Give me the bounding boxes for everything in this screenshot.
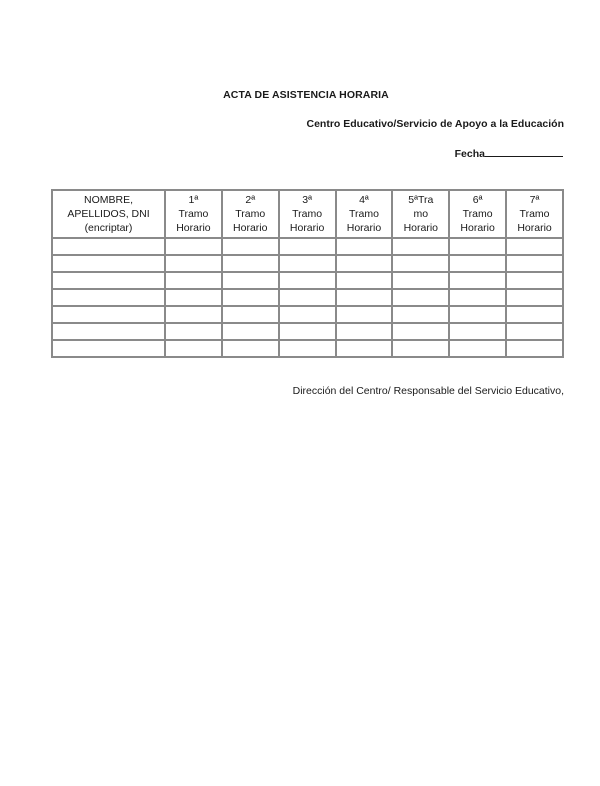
table-cell [279, 323, 336, 340]
table-cell [506, 272, 563, 289]
table-cell [222, 238, 279, 255]
table-cell [506, 238, 563, 255]
table-cell [392, 340, 449, 357]
table-cell [506, 289, 563, 306]
header-tramo-2-label: 2ª Tramo Horario [233, 194, 268, 234]
signature-line: Dirección del Centro/ Responsable del Servicio Educativo, [292, 385, 564, 397]
table-cell [165, 238, 222, 255]
fecha-blank-line [485, 147, 563, 157]
table-cell [222, 323, 279, 340]
header-tramo-3 [279, 190, 336, 238]
table-cell [336, 255, 393, 272]
header-tramo-3-label: 3ª Tramo Horario [289, 194, 325, 234]
table-cell [165, 340, 222, 357]
table-row [52, 306, 563, 323]
centro-educativo-label: Centro Educativo/Servicio de Apoyo a la Educación [306, 118, 564, 130]
table-cell [336, 289, 393, 306]
table-cell [336, 306, 393, 323]
table-cell [222, 272, 279, 289]
table-cell [279, 340, 336, 357]
fecha-label: Fecha [454, 148, 485, 160]
header-tramo-6 [449, 190, 506, 238]
table-row [52, 255, 563, 272]
table-cell [449, 306, 506, 323]
header-tramo-4-label: 4ª Tramo Horario [346, 194, 382, 234]
table-cell [52, 306, 165, 323]
table-cell [392, 255, 449, 272]
header-tramo-2 [222, 190, 279, 238]
table-cell [279, 255, 336, 272]
table-cell [165, 255, 222, 272]
table-row [52, 323, 563, 340]
header-tramo-7 [506, 190, 563, 238]
table-row [52, 272, 563, 289]
table-cell [52, 340, 165, 357]
header-nombre-label: NOMBRE, APELLIDOS, DNI (encriptar) [67, 194, 150, 234]
table-cell [279, 306, 336, 323]
table-cell [449, 289, 506, 306]
table-cell [336, 323, 393, 340]
table-cell [279, 289, 336, 306]
table-cell [52, 272, 165, 289]
table-cell [165, 306, 222, 323]
table-row [52, 340, 563, 357]
attendance-table [51, 189, 564, 358]
header-nombre [52, 190, 165, 238]
table-header-row [52, 190, 563, 238]
table-cell [222, 289, 279, 306]
table-cell [336, 340, 393, 357]
table-cell [52, 238, 165, 255]
table-cell [392, 306, 449, 323]
table-cell [506, 306, 563, 323]
table-cell [279, 272, 336, 289]
table-cell [392, 238, 449, 255]
table-cell [336, 272, 393, 289]
table-cell [392, 289, 449, 306]
table-cell [165, 272, 222, 289]
header-tramo-5 [392, 190, 449, 238]
table-cell [336, 238, 393, 255]
table-cell [506, 255, 563, 272]
header-tramo-6-label: 6ª Tramo Horario [460, 194, 495, 234]
table-cell [506, 323, 563, 340]
header-tramo-1 [165, 190, 222, 238]
table-cell [449, 272, 506, 289]
table-cell [52, 255, 165, 272]
header-tramo-1-label: 1ª Tramo Horario [176, 194, 211, 234]
header-tramo-5-label: 5ªTra mo Horario [403, 194, 439, 234]
fecha-field [455, 147, 563, 160]
table-row [52, 289, 563, 306]
table-cell [222, 255, 279, 272]
table-cell [222, 340, 279, 357]
table-cell [449, 323, 506, 340]
table-row [52, 238, 563, 255]
table-cell [279, 238, 336, 255]
table-cell [449, 340, 506, 357]
table-cell [165, 289, 222, 306]
table-body [52, 238, 563, 357]
table-cell [392, 272, 449, 289]
document-title: ACTA DE ASISTENCIA HORARIA [223, 89, 389, 101]
table-cell [165, 323, 222, 340]
header-tramo-7-label: 7ª Tramo Horario [517, 194, 552, 234]
table-cell [449, 238, 506, 255]
table-cell [449, 255, 506, 272]
table-cell [52, 289, 165, 306]
table-cell [392, 323, 449, 340]
table-cell [506, 340, 563, 357]
header-tramo-4 [336, 190, 393, 238]
table-cell [52, 323, 165, 340]
table-cell [222, 306, 279, 323]
